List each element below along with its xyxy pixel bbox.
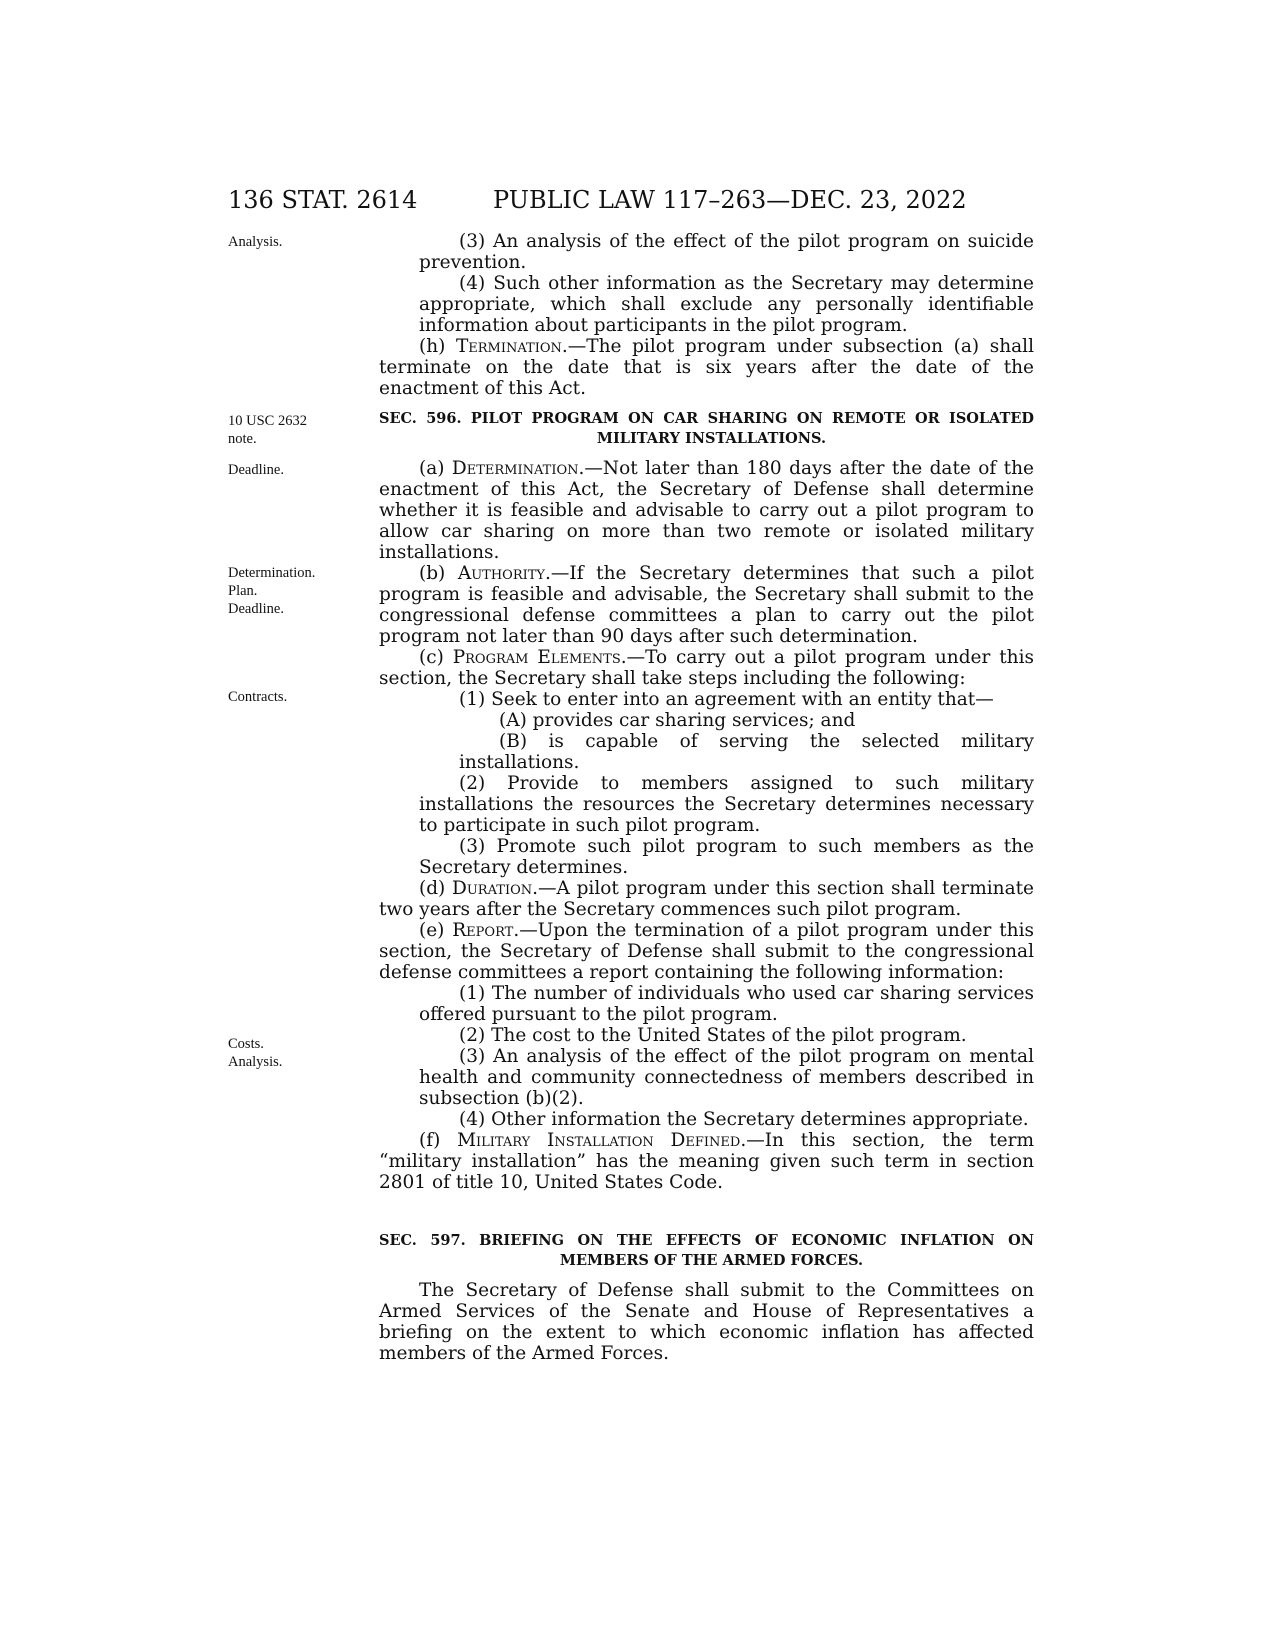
subsection-a [379,458,1034,563]
section-heading-line: MEMBERS OF THE ARMED FORCES. [559,1252,864,1269]
subsection-f [379,1130,1034,1193]
section-596-body [379,458,1034,1193]
margin-note-costs-analysis: Costs. Analysis. [228,1036,283,1070]
paragraph-c1: (1) Seek to enter into an agreement with an entity that— [459,689,994,710]
margin-note-analysis: Analysis. [228,234,283,250]
section-heading-line: SEC. 597. BRIEFING ON THE EFFECTS OF ECONOMIC INFLATION ON [379,1232,1034,1249]
continued-text-block [379,231,1034,399]
paragraph-e4: (4) Other information the Secretary determines appropriate. [459,1109,1029,1130]
paragraph-c3: (3) Promote such pilot program to such members as the Secretary determines. [419,836,1034,878]
paragraph-e2: (2) The cost to the United States of the pilot program. [459,1025,967,1046]
subsection-heading: Termination [455,336,562,357]
subsection-body: .—In this section, the term “military installation” has the meaning given such term in section 2801 of title 10, United States Code. [379,1130,1034,1193]
subsection-body: .—Upon the termination of a pilot program under this section, the Secretary of Defense shall submit to the congressional defense committees a report containing the following information: [379,920,1034,983]
subsection-body: .—If the Secretary determines that such a pilot program is feasible and advisable, the Secretary shall submit to the congressional defense committees a plan to carry out the pilot program not later than 90 days after such determination. [379,563,1034,647]
subparagraph-c1b: (B) is capable of serving the selected military installations. [459,731,1034,773]
subsection-heading: Authority [457,563,546,584]
subsection-body: .—A pilot program under this section shall terminate two years after the Secretary commences such pilot program. [379,878,1034,920]
subsection-heading: Military Installation Defined [457,1130,741,1151]
subsection-label: (e) [419,920,453,941]
subsection-label: (a) [419,458,452,479]
subsection-heading: Report [452,920,514,941]
subsection-label: (b) [419,563,458,584]
paragraph-c2: (2) Provide to members assigned to such military installations the resources the Secretary determines necessary to participate in such pilot program. [419,773,1034,836]
subsection-label: (d) [419,878,453,899]
subsection-label: (h) [419,336,456,357]
subsection-h [379,336,1034,399]
margin-note-deadline: Deadline. [228,462,284,478]
subsection-body: .—The pilot program under subsection (a) shall terminate on the date that is six years after the date of the enactment of this Act. [379,336,1034,399]
subsection-body: .—To carry out a pilot program under this section, the Secretary shall take steps including the following: [379,647,1034,689]
subsection-heading: Determination [451,458,579,479]
subsection-d [379,878,1034,920]
subsection-body: .—Not later than 180 days after the date of the enactment of this Act, the Secretary of Defense shall determine whether it is feasible and advisable to carry out a pilot program to allow car sharing on more than two remote or isolated military installations. [379,458,1034,563]
paragraph-e3: (3) An analysis of the effect of the pilot program on mental health and community connectedness of members described in subsection (b)(2). [419,1046,1034,1109]
margin-note-usc-citation: 10 USC 2632 note. [228,413,307,447]
section-597-body [379,1280,1034,1364]
margin-note-contracts: Contracts. [228,689,288,705]
margin-note-determination-plan-deadline: Determination. Plan. Deadline. [228,565,316,617]
running-header: PUBLIC LAW 117–263—DEC. 23, 2022 [493,186,967,214]
subsection-c [379,647,1034,689]
paragraph-e1: (1) The number of individuals who used car sharing services offered pursuant to the pilot program. [419,983,1034,1025]
subsection-e [379,920,1034,983]
subparagraph-c1a: (A) provides car sharing services; and [499,710,856,731]
subsection-heading: Program Elements [452,647,621,668]
section-heading-line: SEC. 596. PILOT PROGRAM ON CAR SHARING ON REMOTE OR ISOLATED [379,410,1034,427]
subsection-label: (f) [419,1130,458,1151]
paragraph-4: (4) Such other information as the Secretary may determine appropriate, which shall exclude any personally identifiable information about participants in the pilot program. [419,273,1034,336]
subsection-b [379,563,1034,647]
section-597-text: The Secretary of Defense shall submit to the Committees on Armed Services of the Senate and House of Representatives a briefing on the extent to which economic inflation has affected members of the Armed Forces. [379,1280,1034,1364]
paragraph-3: (3) An analysis of the effect of the pilot program on suicide prevention. [419,231,1034,273]
subsection-heading: Duration [452,878,533,899]
section-597-heading [379,1231,1034,1271]
subsection-label: (c) [419,647,453,668]
section-596-heading [379,409,1034,449]
stat-page-number: 136 STAT. 2614 [228,186,418,214]
section-heading-line: MILITARY INSTALLATIONS. [596,430,827,447]
